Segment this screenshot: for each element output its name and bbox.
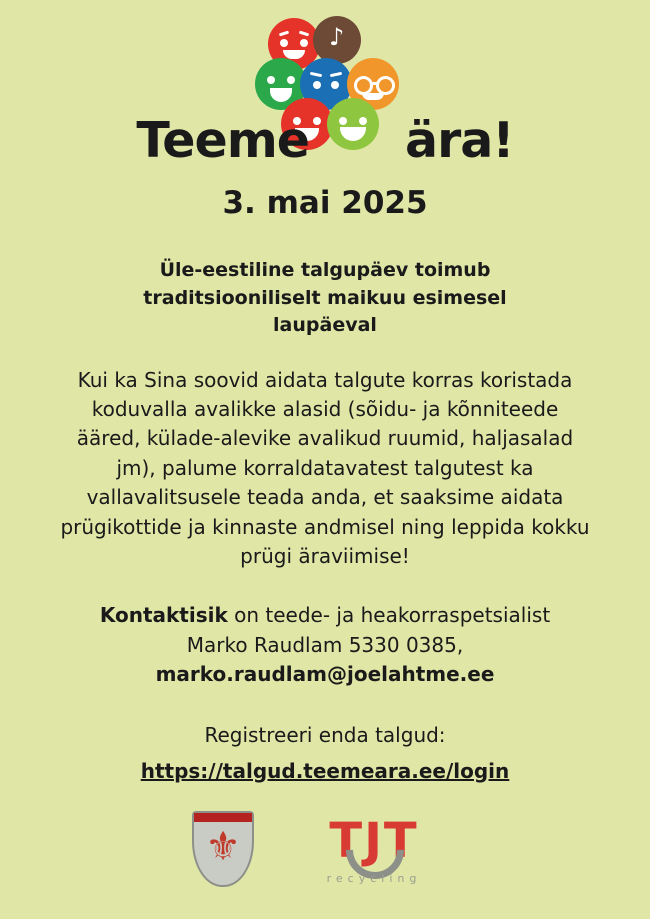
event-date: 3. mai 2025 (222, 185, 428, 221)
coat-of-arms-icon (192, 811, 254, 887)
register-block (60, 720, 590, 786)
tjt-wordmark: TJT (329, 813, 419, 869)
contact-email[interactable]: marko.raudlam@joelahtme.ee (155, 662, 495, 687)
logo-wordmark-right: ära! (405, 112, 514, 169)
subtitle: Üle-eestiline talgupäev toimub traditsiooniliselt maikuu esimesel laupäeval (143, 259, 507, 337)
fleur-de-lis-icon: ⚜ (205, 824, 241, 870)
logo-wordmark-left: Teeme (136, 112, 310, 169)
contact-role-line (60, 601, 590, 630)
teeme-ara-logo (115, 16, 535, 171)
shield-chief (194, 813, 252, 822)
contact-block (60, 601, 590, 689)
tjt-recycling-logo (290, 813, 458, 887)
contact-role-text: on teede- ja heakorraspetsialist (227, 603, 551, 628)
logo-wordmark (115, 112, 535, 169)
register-link[interactable]: https://talgud.teemeara.ee/login (140, 758, 510, 783)
body-paragraph: Kui ka Sina soovid aidata talgute korras koristada koduvalla avalikke alasid (sõidu- ja kõnniteede ääred, külade-alevike avalikud ruumid, haljasalad jm), palume korraldatavatest talgutest ka vallavalitsusele teada anda, et saaksime aidata prügikottide ja kinnaste andmisel ning leppida kokku prügi äraviimise! (60, 367, 590, 568)
contact-name-phone: Marko Raudlam 5330 0385, (186, 632, 464, 657)
footer-logos (0, 811, 650, 887)
register-text: Registreeri enda talgud: (204, 722, 446, 747)
tjt-subtext: recycling (326, 872, 422, 885)
face-brown-music-icon: ♪ (313, 16, 361, 64)
contact-label: Kontaktisik (99, 603, 228, 628)
